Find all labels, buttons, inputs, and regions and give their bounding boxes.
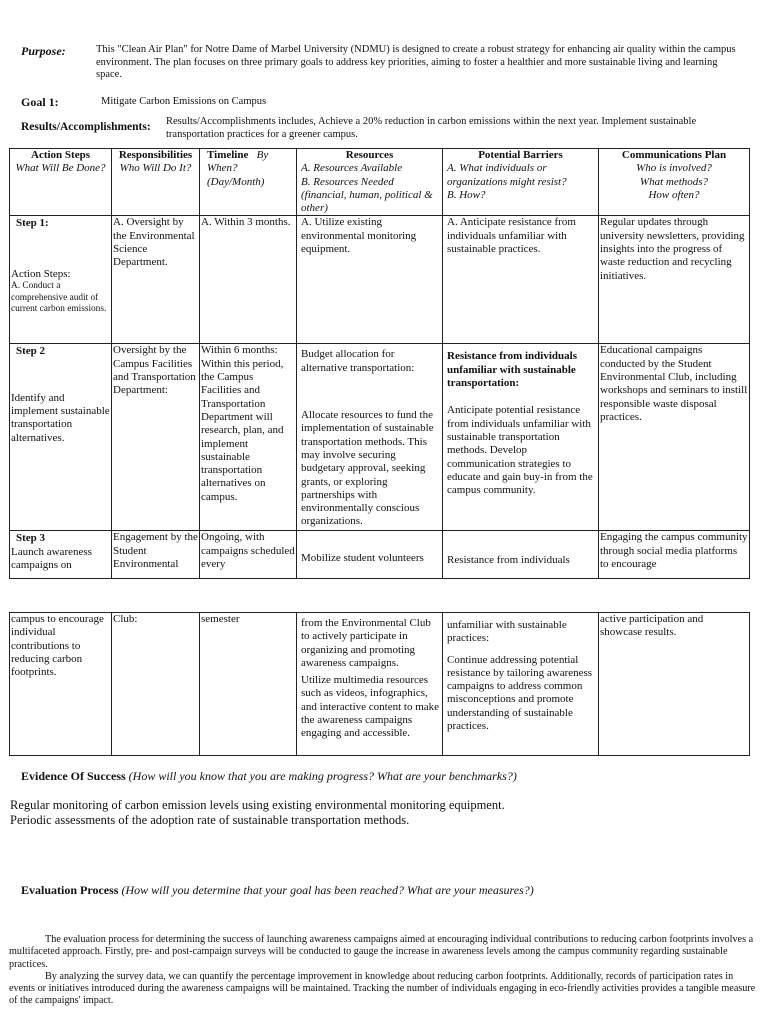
step3-communications-part2: active participation and showcase results.: [599, 613, 750, 756]
step3-resources-part2b: Utilize multimedia resources such as videos, infographics, and interactive content to make the awareness campaigns engaging and accessible.: [301, 674, 440, 740]
step3-label: Step 3: [16, 532, 46, 545]
header-communications-line-2: What methods?: [639, 175, 709, 188]
header-barriers-item-b: B. How?: [447, 188, 486, 201]
step1-action-heading: Action Steps:: [11, 267, 71, 280]
table-row: [10, 531, 750, 579]
purpose-text: This "Clean Air Plan" for Notre Dame of Marbel University (NDMU) is designed to create a robust strategy for enhancing air quality within the campus environment. The plan focuses on three primary goals to address key priorities, aiming to foster a healthier and more sustainable living and learning space.: [96, 44, 736, 80]
header-timeline: [200, 149, 297, 216]
step1-communications: Regular updates through university newsletters, providing insights into the progress of waste reduction and recycling initiatives.: [599, 216, 750, 344]
step3-responsibility-part1: Engagement by the Student Environmental: [112, 531, 200, 579]
header-resources-title: Resources: [345, 149, 394, 161]
step2-resources-cell: [297, 344, 443, 531]
header-responsibilities-title: Responsibilities: [118, 149, 193, 161]
step3-communications-part1: Engaging the campus community through social media platforms to encourage: [599, 531, 750, 579]
evaluation-paragraph: The evaluation process for determining the success of launching awareness campaigns aimed at encouraging individual contributions to reducing carbon footprints involves a multifaceted approach. Firstly, pre- and post-campaign surveys will be conducted to gauge the increase in awareness levels among the campus community regarding sustainable practices.: [9, 934, 754, 970]
step3-action-part2: campus to encourage individual contributions to reducing carbon footprints.: [10, 613, 112, 756]
step3-resources-part2-cell: [297, 613, 443, 756]
header-action-steps: [10, 149, 112, 216]
evaluation-body: [9, 934, 761, 1008]
evidence-line: Regular monitoring of carbon emission levels using existing environmental monitoring equipment.: [10, 798, 505, 812]
step1-action-detail: A. Conduct a comprehensive audit of current carbon emissions.: [11, 281, 107, 315]
step1-timeline: A. Within 3 months.: [200, 216, 297, 344]
evidence-title: Evidence Of Success: [21, 769, 126, 783]
header-barriers: [443, 149, 599, 216]
step3-barriers-part1: Resistance from individuals: [443, 531, 599, 579]
step3-barriers-part2b: Continue addressing potential resistance by tailoring awareness campaigns to address common misconceptions and promote understanding of sustainable practices.: [447, 653, 593, 733]
step2-responsibility: Oversight by the Campus Facilities and Transportation Department:: [112, 344, 200, 531]
goal-label: Goal 1:: [21, 95, 59, 109]
evaluation-heading: [21, 883, 534, 897]
evidence-list: [10, 798, 505, 828]
evaluation-title: Evaluation Process: [21, 883, 119, 897]
header-timeline-sub: When? (Day/Month): [207, 162, 265, 188]
table-row: [10, 613, 750, 756]
step3-resources-part1: Mobilize student volunteers: [297, 531, 443, 579]
step1-barriers: A. Anticipate resistance from individuals unfamiliar with sustainable practices.: [443, 216, 599, 344]
step3-responsibility-part2: Club:: [112, 613, 200, 756]
action-plan-table: [9, 148, 750, 579]
header-barriers-item-a: A. What individuals or organizations might resist?: [447, 162, 567, 188]
step3-barriers-part2-cell: [443, 613, 599, 756]
step2-communications: Educational campaigns conducted by the Student Environmental Club, including workshops and seminars to instill responsible waste disposal practices.: [599, 344, 750, 531]
table-row: [10, 216, 750, 344]
step3-timeline-part2: semester: [200, 613, 297, 756]
step3-timeline-part1: Ongoing, with campaigns scheduled every: [200, 531, 297, 579]
header-communications: [599, 149, 750, 216]
header-resources-item-a: A. Resources Available: [301, 162, 403, 175]
evidence-line: Periodic assessments of the adoption rate of sustainable transportation methods.: [10, 813, 410, 827]
evaluation-paragraph: By analyzing the survey data, we can quantify the percentage improvement in knowledge about reducing carbon footprints. Additionally, records of participation rates in events or initiatives introduced during the awareness campaigns will be maintained. Tracking the number of individuals engaging in eco-friendly activities provides a tangible measure of the campaigns' impact.: [9, 970, 756, 1007]
header-action-steps-sub: What Will Be Done?: [15, 162, 106, 175]
step2-timeline: Within 6 months: Within this period, the Campus Facilities and Transportation Department will research, plan, and implement sustainable transportation alternatives on campus.: [200, 344, 297, 531]
header-responsibilities: [112, 149, 200, 216]
header-action-steps-title: Action Steps: [31, 149, 90, 161]
evaluation-prompt: (How will you determine that your goal has been reached? What are your measures?): [121, 883, 534, 897]
step2-label: Step 2: [16, 345, 46, 358]
step2-action-cell: [10, 344, 112, 531]
header-resources: [297, 149, 443, 216]
header-barriers-title: Potential Barriers: [478, 149, 563, 161]
results-text: Results/Accomplishments includes, Achieve a 20% reduction in carbon emissions within the next year. Implement sustainable transportation practices for a greener campus.: [166, 116, 697, 140]
table-row: [10, 344, 750, 531]
step3-action-cell: [10, 531, 112, 579]
header-communications-line-1: Who is involved?: [636, 162, 712, 175]
step2-action: Identify and implement sustainable transportation alternatives.: [11, 391, 110, 444]
step1-responsibility: A. Oversight by the Environmental Science Department.: [112, 216, 200, 344]
step3-resources-part2a: from the Environmental Club to actively participate in organizing and promoting awareness campaigns.: [301, 617, 431, 669]
step1-label: Step 1:: [16, 217, 49, 230]
step2-barriers-heading: Resistance from individuals unfamiliar with sustainable transportation:: [447, 350, 577, 390]
goal-text: Mitigate Carbon Emissions on Campus: [101, 96, 267, 107]
step1-resources: A. Utilize existing environmental monitoring equipment.: [297, 216, 443, 344]
header-communications-line-3: How often?: [648, 188, 700, 201]
step2-resources-p1: Budget allocation for alternative transportation:: [301, 348, 415, 374]
header-responsibilities-sub: Who Will Do It?: [119, 162, 192, 175]
table-header-row: [10, 149, 750, 216]
step3-barriers-part2a: unfamiliar with sustainable practices:: [447, 619, 567, 645]
purpose-label: Purpose:: [21, 44, 66, 58]
evidence-heading: [21, 769, 517, 783]
step2-resources-p2: Allocate resources to fund the implementation of sustainable transportation methods. This may involve securing budgetary approval, seeking grants, or exploring partnerships with environmentally conscious organizations.: [301, 409, 434, 528]
action-plan-table-continued: [9, 612, 750, 756]
step1-action-cell: [10, 216, 112, 344]
header-communications-title: Communications Plan: [621, 149, 727, 161]
results-label: Results/Accomplishments:: [21, 121, 151, 133]
header-timeline-by: By: [256, 149, 269, 161]
step2-barriers-cell: [443, 344, 599, 531]
header-resources-item-b: B. Resources Needed (financial, human, political & other): [301, 175, 433, 215]
step3-action-part1: Launch awareness campaigns on: [11, 545, 92, 572]
evidence-prompt: (How will you know that you are making progress? What are your benchmarks?): [128, 769, 517, 783]
step2-barriers-text: Anticipate potential resistance from individuals unfamiliar with sustainable transportation methods. Develop communication strategies to educate and gain buy-in from the campus community.: [447, 404, 593, 497]
header-timeline-title: Timeline: [207, 149, 249, 161]
